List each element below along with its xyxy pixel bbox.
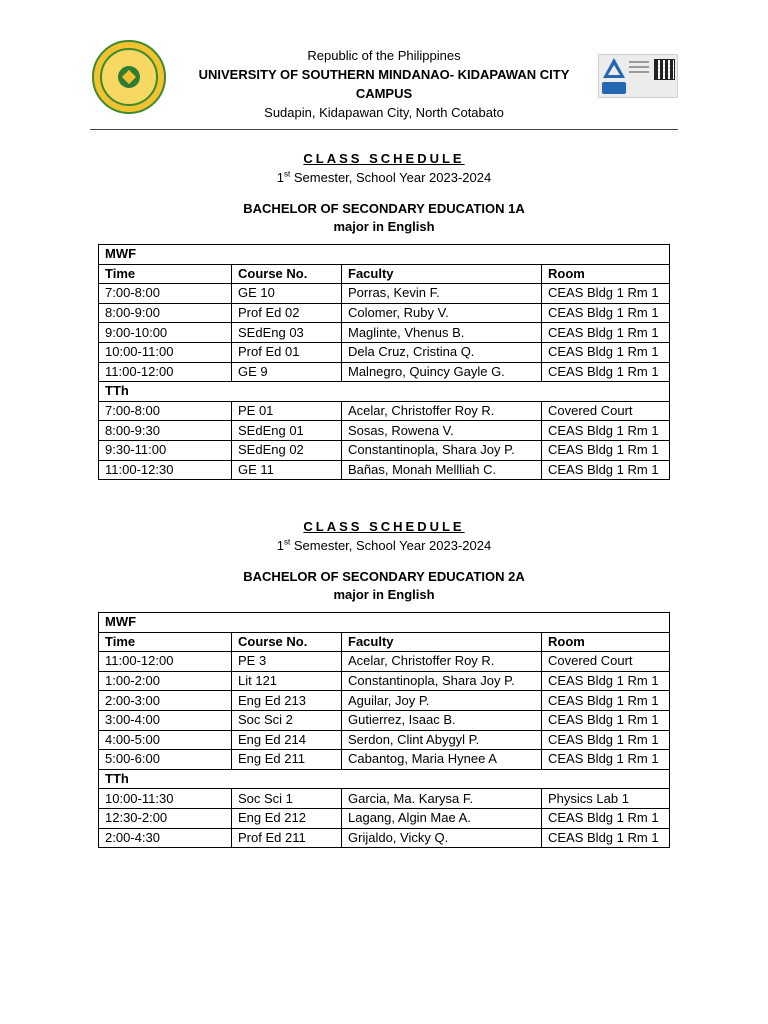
university-name: UNIVERSITY OF SOUTHERN MINDANAO- KIDAPAWAN CITY CAMPUS bbox=[198, 67, 570, 101]
course-cell: PE 01 bbox=[232, 401, 342, 421]
faculty-cell: Serdon, Clint Abygyl P. bbox=[342, 730, 542, 750]
schedule-table-1 bbox=[98, 244, 670, 480]
table-row bbox=[99, 303, 670, 323]
time-cell: 2:00-4:30 bbox=[99, 828, 232, 848]
room-cell: CEAS Bldg 1 Rm 1 bbox=[542, 750, 670, 770]
day-group-label: TTh bbox=[99, 382, 670, 402]
faculty-cell: Colomer, Ruby V. bbox=[342, 303, 542, 323]
room-cell: CEAS Bldg 1 Rm 1 bbox=[542, 303, 670, 323]
room-cell: CEAS Bldg 1 Rm 1 bbox=[542, 342, 670, 362]
room-cell: CEAS Bldg 1 Rm 1 bbox=[542, 460, 670, 480]
course-cell: Soc Sci 2 bbox=[232, 710, 342, 730]
room-cell: CEAS Bldg 1 Rm 1 bbox=[542, 362, 670, 382]
course-cell: Soc Sci 1 bbox=[232, 789, 342, 809]
faculty-cell: Constantinopla, Shara Joy P. bbox=[342, 440, 542, 460]
faculty-cell: Bañas, Monah Mellliah C. bbox=[342, 460, 542, 480]
table-row bbox=[99, 284, 670, 304]
column-header: Faculty bbox=[342, 264, 542, 284]
table-row bbox=[99, 652, 670, 672]
time-cell: 7:00-8:00 bbox=[99, 284, 232, 304]
qr-code-icon bbox=[654, 59, 675, 80]
schedule-title: CLASS SCHEDULE bbox=[303, 519, 465, 534]
day-group-label: MWF bbox=[99, 245, 670, 265]
column-header: Room bbox=[542, 632, 670, 652]
table-row bbox=[99, 362, 670, 382]
faculty-cell: Malnegro, Quincy Gayle G. bbox=[342, 362, 542, 382]
table-row bbox=[99, 789, 670, 809]
course-cell: Lit 121 bbox=[232, 671, 342, 691]
course-cell: Prof Ed 01 bbox=[232, 342, 342, 362]
time-cell: 2:00-3:00 bbox=[99, 691, 232, 711]
room-cell: Covered Court bbox=[542, 401, 670, 421]
table-row bbox=[99, 828, 670, 848]
room-cell: CEAS Bldg 1 Rm 1 bbox=[542, 808, 670, 828]
table-row bbox=[99, 671, 670, 691]
program-major: major in English bbox=[333, 587, 435, 602]
table-header-row bbox=[99, 632, 670, 652]
room-cell: CEAS Bldg 1 Rm 1 bbox=[542, 440, 670, 460]
room-cell: CEAS Bldg 1 Rm 1 bbox=[542, 828, 670, 848]
table-row bbox=[99, 691, 670, 711]
campus-address: Sudapin, Kidapawan City, North Cotabato bbox=[264, 105, 504, 120]
faculty-cell: Acelar, Christoffer Roy R. bbox=[342, 652, 542, 672]
time-cell: 8:00-9:00 bbox=[99, 303, 232, 323]
schedule-table-2 bbox=[98, 612, 670, 848]
table-row bbox=[99, 808, 670, 828]
time-cell: 10:00-11:00 bbox=[99, 342, 232, 362]
header-divider bbox=[90, 129, 678, 130]
course-cell: GE 9 bbox=[232, 362, 342, 382]
program-name: BACHELOR OF SECONDARY EDUCATION 2A bbox=[243, 569, 525, 584]
column-header: Course No. bbox=[232, 632, 342, 652]
schedule-title: CLASS SCHEDULE bbox=[303, 151, 465, 166]
time-cell: 5:00-6:00 bbox=[99, 750, 232, 770]
day-group-label: TTh bbox=[99, 769, 670, 789]
course-cell: GE 10 bbox=[232, 284, 342, 304]
table-row bbox=[99, 401, 670, 421]
faculty-cell: Dela Cruz, Cristina Q. bbox=[342, 342, 542, 362]
room-cell: CEAS Bldg 1 Rm 1 bbox=[542, 730, 670, 750]
time-cell: 12:30-2:00 bbox=[99, 808, 232, 828]
course-cell: SEdEng 03 bbox=[232, 323, 342, 343]
faculty-cell: Gutierrez, Isaac B. bbox=[342, 710, 542, 730]
room-cell: CEAS Bldg 1 Rm 1 bbox=[542, 691, 670, 711]
table-row bbox=[99, 440, 670, 460]
course-cell: Prof Ed 02 bbox=[232, 303, 342, 323]
course-cell: GE 11 bbox=[232, 460, 342, 480]
column-header: Time bbox=[99, 632, 232, 652]
day-group-label: MWF bbox=[99, 613, 670, 633]
table-row bbox=[99, 460, 670, 480]
day-group-row bbox=[99, 245, 670, 265]
table-row bbox=[99, 750, 670, 770]
time-cell: 9:30-11:00 bbox=[99, 440, 232, 460]
faculty-cell: Cabantog, Maria Hynee A bbox=[342, 750, 542, 770]
table-header-row bbox=[99, 264, 670, 284]
republic-line: Republic of the Philippines bbox=[307, 48, 461, 63]
course-cell: PE 3 bbox=[232, 652, 342, 672]
room-cell: CEAS Bldg 1 Rm 1 bbox=[542, 421, 670, 441]
time-cell: 1:00-2:00 bbox=[99, 671, 232, 691]
faculty-cell: Maglinte, Vhenus B. bbox=[342, 323, 542, 343]
time-cell: 10:00-11:30 bbox=[99, 789, 232, 809]
day-group-row bbox=[99, 613, 670, 633]
time-cell: 11:00-12:30 bbox=[99, 460, 232, 480]
table-row bbox=[99, 421, 670, 441]
course-cell: Eng Ed 214 bbox=[232, 730, 342, 750]
room-cell: CEAS Bldg 1 Rm 1 bbox=[542, 323, 670, 343]
course-cell: Eng Ed 212 bbox=[232, 808, 342, 828]
faculty-cell: Lagang, Algin Mae A. bbox=[342, 808, 542, 828]
time-cell: 3:00-4:00 bbox=[99, 710, 232, 730]
faculty-cell: Aguilar, Joy P. bbox=[342, 691, 542, 711]
column-header: Course No. bbox=[232, 264, 342, 284]
room-cell: CEAS Bldg 1 Rm 1 bbox=[542, 671, 670, 691]
letterhead-text bbox=[170, 46, 598, 122]
faculty-cell: Acelar, Christoffer Roy R. bbox=[342, 401, 542, 421]
schedule-heading-1 bbox=[0, 150, 768, 235]
course-cell: Prof Ed 211 bbox=[232, 828, 342, 848]
column-header: Room bbox=[542, 264, 670, 284]
room-cell: Covered Court bbox=[542, 652, 670, 672]
faculty-cell: Sosas, Rowena V. bbox=[342, 421, 542, 441]
course-cell: Eng Ed 211 bbox=[232, 750, 342, 770]
time-cell: 9:00-10:00 bbox=[99, 323, 232, 343]
semester-line: 1st Semester, School Year 2023-2024 bbox=[276, 537, 492, 553]
time-cell: 8:00-9:30 bbox=[99, 421, 232, 441]
program-major: major in English bbox=[333, 219, 435, 234]
column-header: Faculty bbox=[342, 632, 542, 652]
course-cell: Eng Ed 213 bbox=[232, 691, 342, 711]
room-cell: CEAS Bldg 1 Rm 1 bbox=[542, 284, 670, 304]
faculty-cell: Porras, Kevin F. bbox=[342, 284, 542, 304]
time-cell: 11:00-12:00 bbox=[99, 652, 232, 672]
day-group-row bbox=[99, 769, 670, 789]
faculty-cell: Grijaldo, Vicky Q. bbox=[342, 828, 542, 848]
letterhead bbox=[0, 40, 768, 120]
table-row bbox=[99, 710, 670, 730]
table-row bbox=[99, 342, 670, 362]
room-cell: CEAS Bldg 1 Rm 1 bbox=[542, 710, 670, 730]
day-group-row bbox=[99, 382, 670, 402]
time-cell: 4:00-5:00 bbox=[99, 730, 232, 750]
room-cell: Physics Lab 1 bbox=[542, 789, 670, 809]
course-cell: SEdEng 01 bbox=[232, 421, 342, 441]
semester-line: 1st Semester, School Year 2023-2024 bbox=[276, 169, 492, 185]
time-cell: 7:00-8:00 bbox=[99, 401, 232, 421]
faculty-cell: Constantinopla, Shara Joy P. bbox=[342, 671, 542, 691]
table-row bbox=[99, 730, 670, 750]
schedule-heading-2 bbox=[0, 518, 768, 603]
column-header: Time bbox=[99, 264, 232, 284]
program-name: BACHELOR OF SECONDARY EDUCATION 1A bbox=[243, 201, 525, 216]
time-cell: 11:00-12:00 bbox=[99, 362, 232, 382]
course-cell: SEdEng 02 bbox=[232, 440, 342, 460]
faculty-cell: Garcia, Ma. Karysa F. bbox=[342, 789, 542, 809]
university-seal-icon bbox=[92, 40, 166, 114]
certification-badge-icon bbox=[598, 54, 678, 98]
table-row bbox=[99, 323, 670, 343]
